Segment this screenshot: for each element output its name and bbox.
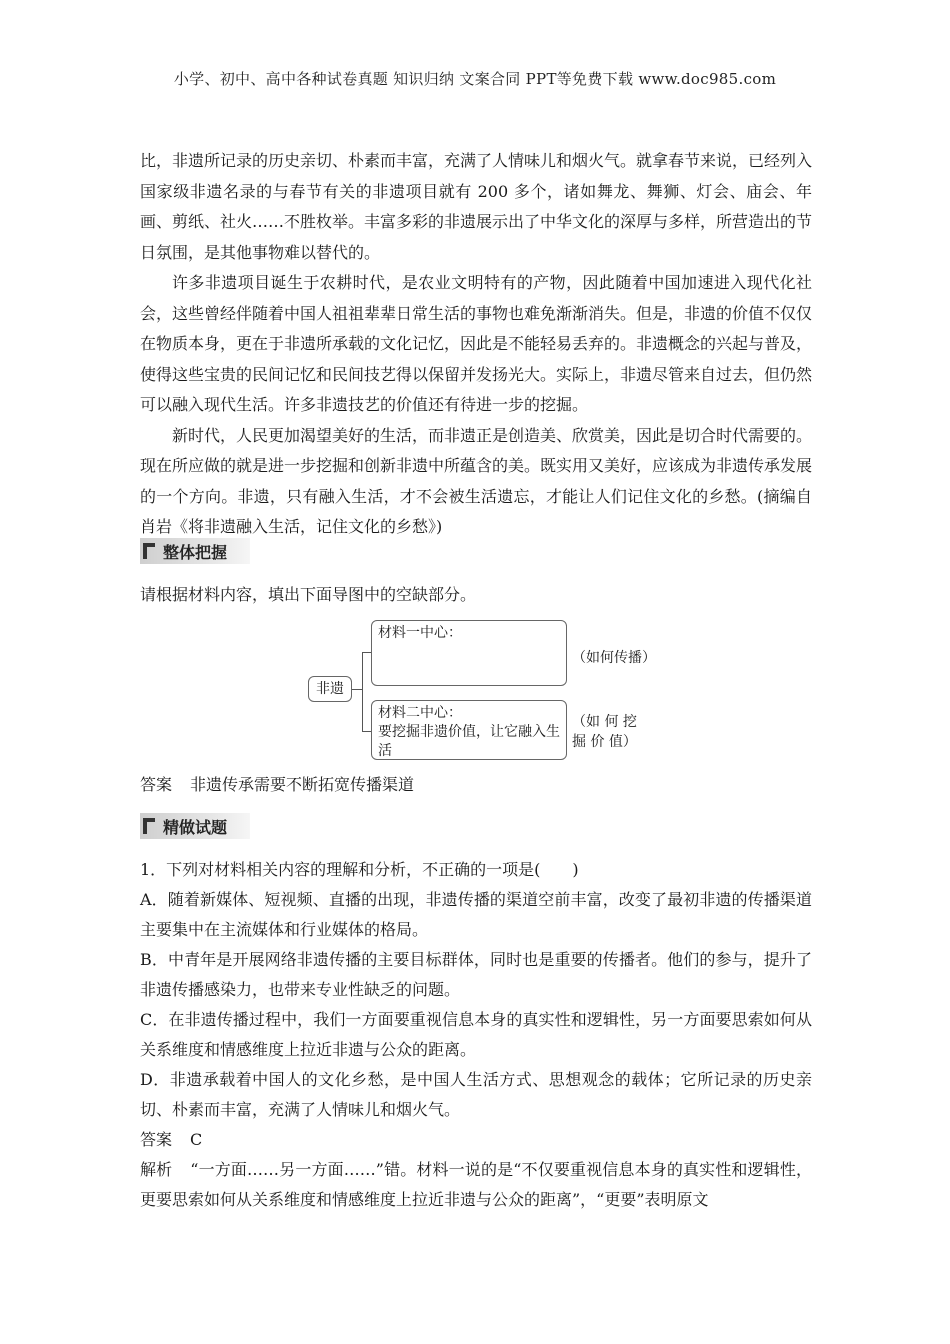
section-marker-icon	[143, 818, 155, 834]
passage-paragraph-3: 新时代，人民更加渴望美好的生活，而非遗正是创造美、欣赏美，因此是切合时代需要的。现在所应做的就是进一步挖掘和创新非遗中所蕴含的美。既实用又美好，应该成为非遗传承发展的一个方向。非遗，只有融入生活，才不会被生活遗忘，才能让人们记住文化的乡愁。(摘编自肖岩《将非遗融入生活，记住文化的乡愁》)	[140, 425, 813, 536]
section-title: 精做试题	[163, 817, 228, 837]
option-d: D．非遗承载着中国人的文化乡愁，是中国人生活方式、思想观念的载体；它所记录的历史亲切、朴素而丰富，充满了人情味儿和烟火气。	[140, 1070, 812, 1119]
mind-map-box-1	[371, 620, 567, 686]
mind-map-box-2	[371, 700, 567, 760]
connector-line	[362, 652, 363, 731]
section-heading-overview	[140, 538, 250, 564]
passage-paragraph-2: 许多非遗项目诞生于农耕时代，是农业文明特有的产物，因此随着中国加速进入现代化社会，这些曾经伴随着中国人祖祖辈辈日常生活的事物也难免渐渐消失。但是，非遗的价值不仅仅在物质本身，更在于非遗所承载的文化记忆，因此是不能轻易丢弃的。非遗概念的兴起与普及，使得这些宝贵的民间记忆和民间技艺得以保留并发扬光大。实际上，非遗尽管来自过去，但仍然可以融入现代生活。许多非遗技艺的价值还有待进一步的挖掘。	[140, 273, 813, 414]
option-b: B．中青年是开展网络非遗传播的主要目标群体，同时也是重要的传播者。他们的参与，提升了非遗传播感染力，也带来专业性缺乏的问题。	[140, 950, 812, 999]
answer-text: C	[190, 1130, 203, 1149]
box1-label: 材料一中心：	[378, 625, 462, 641]
analysis-label: 解析	[140, 1160, 173, 1179]
box2-text: 要挖掘非遗价值，让它融入生活	[378, 724, 560, 759]
passage-paragraph-1: 比，非遗所记录的历史亲切、朴素而丰富，充满了人情味儿和烟火气。就拿春节来说，已经列入国家级非遗名录的与春节有关的非遗项目就有 200 多个，诸如舞龙、舞狮、灯会、庙会、年画、剪纸、社火……不胜枚举。丰富多彩的非遗展示出了中华文化的深厚与多样，所营造出的节日氛围，是其他事物难以替代的。	[140, 151, 813, 262]
option-c: C．在非遗传播过程中，我们一方面要重视信息本身的真实性和逻辑性，另一方面要思索如何从关系维度和情感维度上拉近非遗与公众的距离。	[140, 1010, 812, 1059]
question-stem: 1．下列对材料相关内容的理解和分析，不正确的一项是( )	[140, 860, 579, 879]
box2-label: 材料二中心：	[378, 705, 462, 721]
section-title: 整体把握	[163, 542, 228, 562]
option-a: A．随着新媒体、短视频、直播的出现，非遗传播的渠道空前丰富，改变了最初非遗的传播渠道主要集中在主流媒体和行业媒体的格局。	[140, 890, 812, 939]
answer-line-1	[140, 771, 414, 799]
analysis	[140, 1155, 812, 1215]
connector-line	[352, 689, 362, 690]
answer-text: 非遗传承需要不断拓宽传播渠道	[190, 775, 415, 794]
box1-side-note: （如何传播）	[572, 650, 656, 666]
question-block	[140, 855, 812, 1215]
section-marker-icon	[143, 543, 155, 559]
analysis-text: “一方面……另一方面……”错。材料一说的是“不仅要重视信息本身的真实性和逻辑性，更要思索如何从关系维度和情感维度上拉近非遗与公众的距离”，“更要”表明原文	[140, 1160, 812, 1209]
page-header: 小学、初中、高中各种试卷真题 知识归纳 文案合同 PPT等免费下载 www.doc985.com	[173, 70, 777, 88]
section-heading-practice	[140, 813, 250, 839]
answer-label: 答案	[140, 775, 173, 794]
box2-side-note: （如 何 挖 掘 价 值）	[572, 714, 637, 750]
passage	[140, 146, 812, 543]
connector-line	[362, 731, 371, 732]
mind-map-root: 非遗	[308, 676, 352, 702]
answer-label: 答案	[140, 1130, 173, 1149]
connector-line	[362, 652, 371, 653]
answer-line-2	[140, 1125, 812, 1155]
instruction-text: 请根据材料内容，填出下面导图中的空缺部分。	[140, 585, 477, 604]
